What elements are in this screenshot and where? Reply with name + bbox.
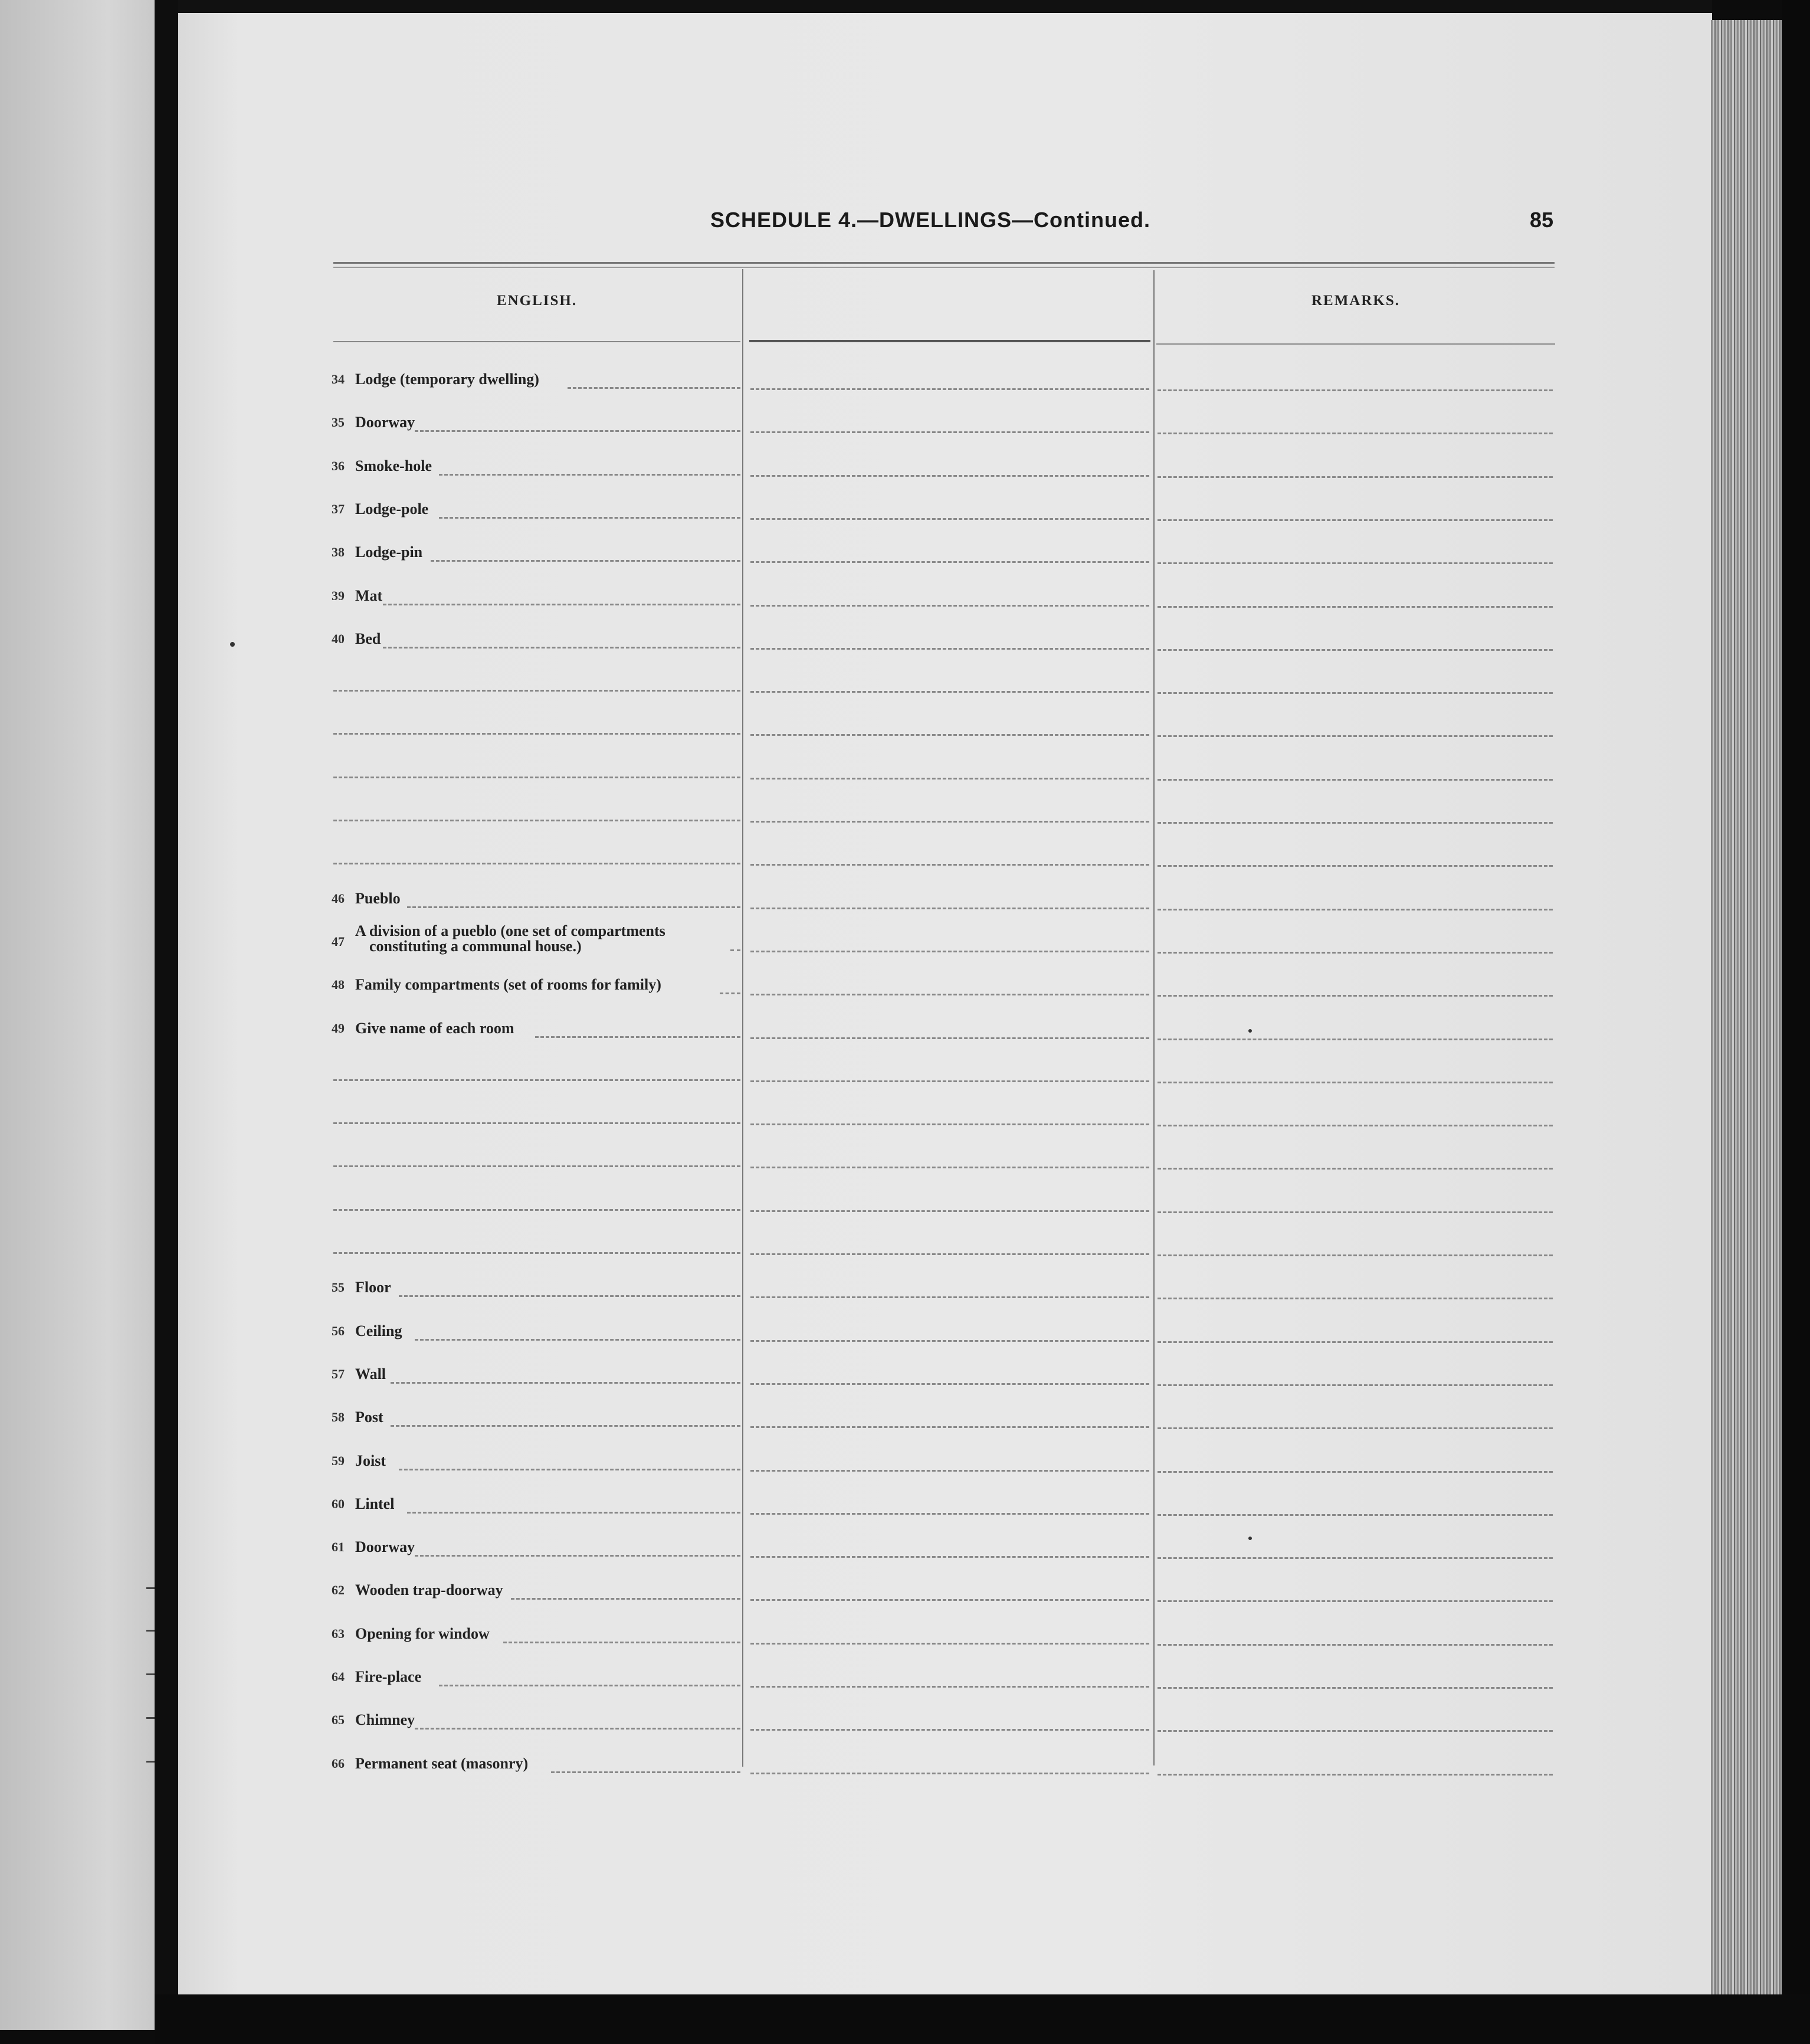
row-label: A division of a pueblo (one set of compartments bbox=[355, 922, 665, 939]
entry-line-remarks bbox=[1158, 1514, 1553, 1516]
entry-line-native bbox=[750, 605, 1149, 607]
entry-line-remarks bbox=[1158, 433, 1553, 434]
row-number: 61 bbox=[332, 1539, 345, 1555]
facing-page-mark bbox=[146, 1761, 155, 1763]
leader-dots-english bbox=[415, 1728, 740, 1729]
entry-line-remarks bbox=[1158, 389, 1553, 391]
entry-line-native bbox=[750, 1729, 1149, 1731]
entry-line-native bbox=[750, 1296, 1149, 1298]
row-number: 64 bbox=[332, 1669, 345, 1684]
entry-line-native bbox=[750, 864, 1149, 866]
leader-dots-english bbox=[415, 1339, 740, 1341]
entry-line-remarks bbox=[1158, 995, 1553, 997]
entry-line-native bbox=[750, 908, 1149, 909]
row-label: Doorway bbox=[355, 414, 415, 431]
facing-page-edge bbox=[0, 0, 155, 2030]
leader-dots-english bbox=[730, 949, 740, 951]
row-label: Doorway bbox=[355, 1538, 415, 1556]
leader-dots-english bbox=[407, 1512, 740, 1514]
column-header-remarks: REMARKS. bbox=[1311, 293, 1401, 309]
entry-line-remarks bbox=[1158, 1600, 1553, 1602]
row-label: Opening for window bbox=[355, 1624, 490, 1642]
entry-line-native bbox=[750, 1037, 1149, 1039]
row-number: 39 bbox=[332, 588, 345, 603]
row-label: Permanent seat (masonry) bbox=[355, 1754, 529, 1772]
row-number: 35 bbox=[332, 415, 345, 430]
entry-line-native bbox=[750, 388, 1149, 390]
header-rule-remarks bbox=[1156, 343, 1555, 345]
header-rule-english bbox=[333, 341, 740, 342]
leader-dots-english bbox=[333, 777, 740, 778]
row-label: Ceiling bbox=[355, 1322, 402, 1339]
entry-line-remarks bbox=[1158, 1254, 1553, 1256]
row-number: 60 bbox=[332, 1496, 345, 1511]
leader-dots-english bbox=[383, 647, 740, 648]
column-divider-left bbox=[742, 269, 743, 1767]
entry-line-native bbox=[750, 734, 1149, 736]
entry-line-remarks bbox=[1158, 1427, 1553, 1429]
entry-line-remarks bbox=[1158, 1774, 1553, 1776]
leader-dots-english bbox=[333, 1165, 740, 1167]
entry-line-remarks bbox=[1158, 1730, 1553, 1732]
leader-dots-english bbox=[333, 820, 740, 821]
row-number: 34 bbox=[332, 372, 345, 386]
entry-line-remarks bbox=[1158, 692, 1553, 694]
leader-dots-english bbox=[568, 387, 740, 389]
entry-line-native bbox=[750, 1556, 1149, 1558]
leader-dots-english bbox=[415, 430, 740, 432]
leader-dots-english bbox=[333, 690, 740, 692]
page-number: 85 bbox=[1530, 208, 1554, 232]
row-label: Lintel bbox=[355, 1495, 395, 1512]
entry-line-remarks bbox=[1158, 1687, 1553, 1689]
entry-line-remarks bbox=[1158, 822, 1553, 824]
scan-speck bbox=[1248, 1029, 1252, 1033]
leader-dots-english bbox=[407, 906, 740, 908]
entry-line-native bbox=[750, 475, 1149, 477]
scan-speck bbox=[1248, 1537, 1252, 1540]
entry-line-remarks bbox=[1158, 1471, 1553, 1473]
entry-line-native bbox=[750, 1123, 1149, 1125]
row-number: 63 bbox=[332, 1626, 345, 1641]
row-number: 38 bbox=[332, 545, 345, 560]
row-number: 57 bbox=[332, 1366, 345, 1381]
entry-line-native bbox=[750, 821, 1149, 823]
row-number: 37 bbox=[332, 501, 345, 516]
row-label: Mat bbox=[355, 587, 383, 604]
entry-line-native bbox=[750, 648, 1149, 650]
row-label: Pueblo bbox=[355, 889, 401, 907]
binding-gutter bbox=[155, 0, 178, 2044]
entry-line-native bbox=[750, 1513, 1149, 1515]
row-number: 46 bbox=[332, 890, 345, 906]
leader-dots-english bbox=[439, 1685, 740, 1686]
entry-line-native bbox=[750, 1686, 1149, 1688]
entry-line-native bbox=[750, 1383, 1149, 1385]
entry-line-native bbox=[750, 431, 1149, 433]
entry-line-remarks bbox=[1158, 649, 1553, 651]
leader-dots-english bbox=[503, 1642, 740, 1643]
row-label: Joist bbox=[355, 1452, 386, 1469]
top-rule-thin bbox=[333, 267, 1555, 268]
row-number: 55 bbox=[332, 1280, 345, 1295]
row-number: 62 bbox=[332, 1583, 345, 1598]
row-number: 49 bbox=[332, 1020, 345, 1036]
row-number: 40 bbox=[332, 631, 345, 646]
scan-border-right bbox=[1782, 0, 1810, 2044]
leader-dots-english bbox=[511, 1598, 740, 1600]
entry-line-remarks bbox=[1158, 1644, 1553, 1646]
leader-dots-english bbox=[439, 517, 740, 519]
entry-line-remarks bbox=[1158, 1125, 1553, 1126]
leader-dots-english bbox=[391, 1425, 740, 1427]
row-label-continued: constituting a communal house.) bbox=[369, 937, 582, 955]
entry-line-native bbox=[750, 691, 1149, 693]
leader-dots-english bbox=[333, 733, 740, 735]
row-label: Lodge-pole bbox=[355, 500, 429, 517]
entry-line-native bbox=[750, 1253, 1149, 1255]
row-label: Lodge (temporary dwelling) bbox=[355, 371, 539, 388]
row-number: 66 bbox=[332, 1755, 345, 1771]
top-rule bbox=[333, 262, 1555, 264]
entry-line-native bbox=[750, 1080, 1149, 1082]
column-divider-right bbox=[1153, 270, 1155, 1765]
running-head: SCHEDULE 4.—DWELLINGS—Continued. bbox=[710, 208, 1150, 232]
leader-dots-english bbox=[720, 992, 740, 994]
leader-dots-english bbox=[415, 1555, 740, 1557]
facing-page-mark bbox=[146, 1587, 155, 1589]
row-number: 58 bbox=[332, 1410, 345, 1425]
row-label: Wall bbox=[355, 1365, 386, 1383]
row-number: 36 bbox=[332, 458, 345, 473]
entry-line-remarks bbox=[1158, 952, 1553, 954]
scan-speck bbox=[230, 642, 235, 647]
entry-line-remarks bbox=[1158, 606, 1553, 608]
row-number: 48 bbox=[332, 977, 345, 992]
scan-border-bottom bbox=[155, 1994, 1810, 2044]
entry-line-remarks bbox=[1158, 1168, 1553, 1170]
facing-page-mark bbox=[146, 1717, 155, 1719]
entry-line-native bbox=[750, 1599, 1149, 1601]
leader-dots-english bbox=[551, 1771, 740, 1773]
row-label: Post bbox=[355, 1408, 383, 1426]
entry-line-remarks bbox=[1158, 1384, 1553, 1386]
entry-line-native bbox=[750, 1340, 1149, 1342]
row-label: Smoke-hole bbox=[355, 457, 432, 474]
header-rule-native bbox=[749, 340, 1150, 342]
leader-dots-english bbox=[333, 863, 740, 864]
entry-line-remarks bbox=[1158, 1082, 1553, 1083]
entry-line-remarks bbox=[1158, 865, 1553, 867]
entry-line-remarks bbox=[1158, 1341, 1553, 1343]
leader-dots-english bbox=[399, 1469, 740, 1470]
row-number: 56 bbox=[332, 1323, 345, 1338]
facing-page-mark bbox=[146, 1673, 155, 1675]
row-number: 65 bbox=[332, 1712, 345, 1728]
leader-dots-english bbox=[333, 1122, 740, 1124]
entry-line-native bbox=[750, 1470, 1149, 1472]
facing-page-mark bbox=[146, 1630, 155, 1632]
entry-line-native bbox=[750, 1773, 1149, 1774]
row-label: Family compartments (set of rooms for family) bbox=[355, 976, 661, 994]
entry-line-remarks bbox=[1158, 1557, 1553, 1559]
entry-line-remarks bbox=[1158, 779, 1553, 781]
leader-dots-english bbox=[333, 1209, 740, 1211]
leader-dots-english bbox=[535, 1036, 740, 1038]
row-label: Give name of each room bbox=[355, 1019, 514, 1037]
row-label: Chimney bbox=[355, 1711, 415, 1729]
row-label: Lodge-pin bbox=[355, 543, 423, 561]
entry-line-native bbox=[750, 1210, 1149, 1212]
leader-dots-english bbox=[399, 1295, 740, 1297]
entry-line-native bbox=[750, 1643, 1149, 1645]
entry-line-native bbox=[750, 518, 1149, 520]
row-label: Fire-place bbox=[355, 1668, 422, 1685]
row-label: Bed bbox=[355, 630, 381, 647]
entry-line-remarks bbox=[1158, 1298, 1553, 1299]
row-label: Floor bbox=[355, 1279, 391, 1296]
row-number: 59 bbox=[332, 1453, 345, 1468]
leader-dots-english bbox=[383, 604, 740, 605]
row-number: 47 bbox=[332, 933, 345, 949]
row-label: Wooden trap-doorway bbox=[355, 1581, 503, 1599]
entry-line-remarks bbox=[1158, 562, 1553, 564]
leader-dots-english bbox=[391, 1382, 740, 1384]
entry-line-native bbox=[750, 1167, 1149, 1168]
entry-line-native bbox=[750, 1426, 1149, 1428]
entry-line-remarks bbox=[1158, 735, 1553, 737]
leader-dots-english bbox=[431, 560, 740, 562]
entry-line-native bbox=[750, 561, 1149, 563]
entry-line-native bbox=[750, 778, 1149, 779]
leader-dots-english bbox=[333, 1252, 740, 1254]
entry-line-remarks bbox=[1158, 1039, 1553, 1040]
column-header-english: ENGLISH. bbox=[496, 293, 578, 309]
page-stack-edges bbox=[1711, 20, 1782, 2003]
leader-dots-english bbox=[439, 474, 740, 476]
entry-line-native bbox=[750, 951, 1149, 952]
leader-dots-english bbox=[333, 1079, 740, 1081]
entry-line-remarks bbox=[1158, 1211, 1553, 1213]
entry-line-native bbox=[750, 994, 1149, 995]
entry-line-remarks bbox=[1158, 519, 1553, 521]
entry-line-remarks bbox=[1158, 476, 1553, 478]
entry-line-remarks bbox=[1158, 909, 1553, 910]
